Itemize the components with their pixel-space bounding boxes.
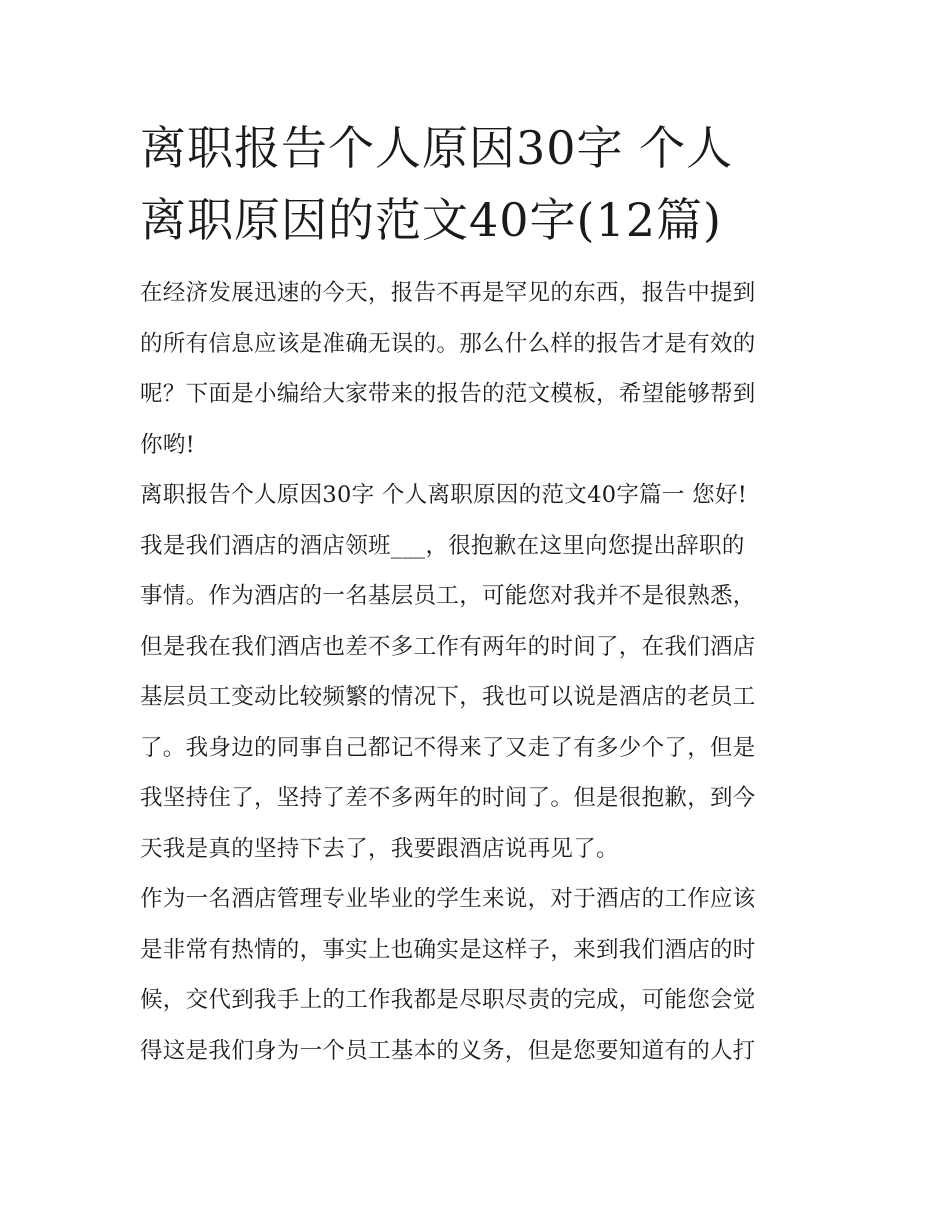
paragraph-intro: 在经济发展迅速的今天，报告不再是罕见的东西，报告中提到 的所有信息应该是准确无误的。那么什么样的报告才是有效的 呢？下面是小编给大家带来的报告的范文模板，希望能够帮到 你哟! xyxy=(140,280,756,458)
document-title: 离职报告个人原因30字 个人 离职原因的范文40字(12篇) xyxy=(140,121,734,247)
paragraph-article-one: 离职报告个人原因30字 个人离职原因的范文40字篇一 您好! 我是我们酒店的酒店领班___，很抱歉在这里向您提出辞职的 事情。作为酒店的一名基层员工，可能您对我并不是很熟悉， 但是我在我们酒店也差不多工作有两年的时间了，在我们酒店 基层员工变动比较频繁的情况下，我也可以说是酒店的老员工 了。我身边的同事自己都记不得来了又走了有多少个了，但是 我坚持住了，坚持了差不多两年的时间了。但是很抱歉，到今 天我是真的坚持下去了，我要跟酒店说再见了。 xyxy=(140,482,756,862)
paragraph-article-one-continued: 作为一名酒店管理专业毕业的学生来说，对于酒店的工作应该 是非常有热情的，事实上也确实是这样子，来到我们酒店的时 候，交代到我手上的工作我都是尽职尽责的完成，可能您会觉 得这是我们身为一个员工基本的义务，但是您要知道有的人打 xyxy=(140,886,756,1064)
document-page xyxy=(140,112,816,1076)
document-body xyxy=(140,268,816,1076)
